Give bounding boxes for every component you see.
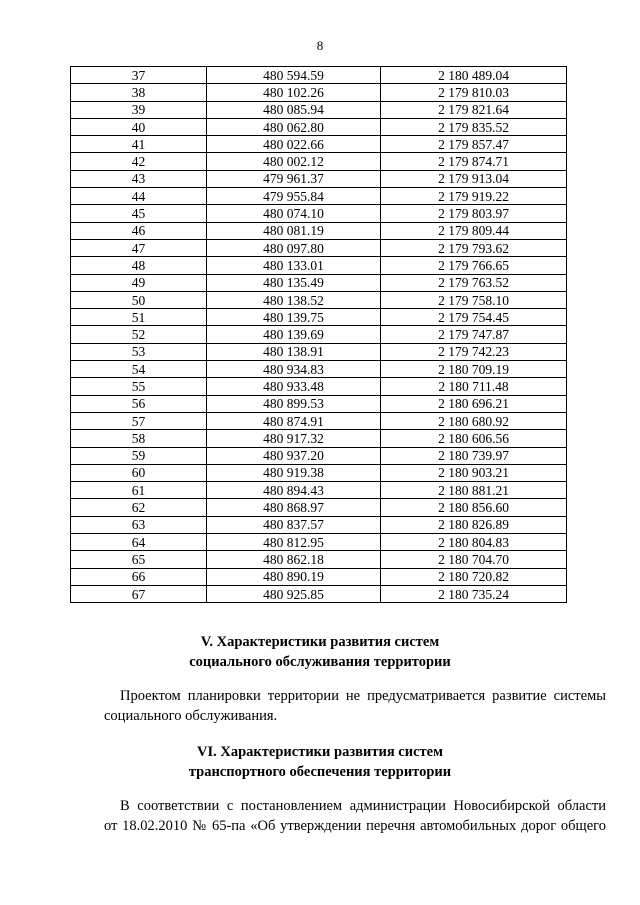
x-coordinate-cell: 479 961.37 <box>207 170 381 187</box>
point-number-cell: 60 <box>71 464 207 481</box>
table-row <box>71 568 567 585</box>
section-5-heading <box>0 632 640 672</box>
section-6-heading <box>0 742 640 782</box>
x-coordinate-cell: 480 138.91 <box>207 343 381 360</box>
table-row <box>71 430 567 447</box>
section-5-paragraph-line-1: Проектом планировки территории не предусматривается развитие системы <box>120 688 606 704</box>
x-coordinate-cell: 480 919.38 <box>207 464 381 481</box>
y-coordinate-cell: 2 179 913.04 <box>381 170 567 187</box>
point-number-cell: 47 <box>71 239 207 256</box>
table-row <box>71 257 567 274</box>
point-number-cell: 37 <box>71 67 207 84</box>
point-number-cell: 63 <box>71 516 207 533</box>
y-coordinate-cell: 2 180 606.56 <box>381 430 567 447</box>
table-row <box>71 464 567 481</box>
x-coordinate-cell: 480 085.94 <box>207 101 381 118</box>
y-coordinate-cell: 2 179 821.64 <box>381 101 567 118</box>
section-6-paragraph-line-2: от 18.02.2010 № 65-па «Об утверждении перечня автомобильных дорог общего <box>104 818 606 834</box>
table-row <box>71 274 567 291</box>
table-row <box>71 516 567 533</box>
y-coordinate-cell: 2 179 919.22 <box>381 188 567 205</box>
table-row <box>71 84 567 101</box>
y-coordinate-cell: 2 180 720.82 <box>381 568 567 585</box>
point-number-cell: 55 <box>71 378 207 395</box>
table-row <box>71 67 567 84</box>
x-coordinate-cell: 480 934.83 <box>207 361 381 378</box>
x-coordinate-cell: 480 862.18 <box>207 551 381 568</box>
coordinates-table <box>70 66 567 603</box>
y-coordinate-cell: 2 180 735.24 <box>381 585 567 602</box>
y-coordinate-cell: 2 180 804.83 <box>381 534 567 551</box>
y-coordinate-cell: 2 180 711.48 <box>381 378 567 395</box>
y-coordinate-cell: 2 179 874.71 <box>381 153 567 170</box>
y-coordinate-cell: 2 180 709.19 <box>381 361 567 378</box>
point-number-cell: 40 <box>71 118 207 135</box>
section-6-paragraph <box>104 796 606 836</box>
y-coordinate-cell: 2 180 739.97 <box>381 447 567 464</box>
table-row <box>71 585 567 602</box>
page-number: 8 <box>316 38 324 53</box>
point-number-cell: 45 <box>71 205 207 222</box>
y-coordinate-cell: 2 179 747.87 <box>381 326 567 343</box>
x-coordinate-cell: 480 022.66 <box>207 136 381 153</box>
x-coordinate-cell: 480 139.75 <box>207 309 381 326</box>
x-coordinate-cell: 480 890.19 <box>207 568 381 585</box>
point-number-cell: 48 <box>71 257 207 274</box>
point-number-cell: 62 <box>71 499 207 516</box>
table-row <box>71 239 567 256</box>
table-row <box>71 412 567 429</box>
x-coordinate-cell: 480 097.80 <box>207 239 381 256</box>
x-coordinate-cell: 480 917.32 <box>207 430 381 447</box>
section-6-heading-line-2: транспортного обеспечения территории <box>188 764 452 780</box>
coordinates-table-body <box>71 67 567 603</box>
point-number-cell: 59 <box>71 447 207 464</box>
table-row <box>71 326 567 343</box>
x-coordinate-cell: 480 062.80 <box>207 118 381 135</box>
x-coordinate-cell: 480 868.97 <box>207 499 381 516</box>
y-coordinate-cell: 2 180 680.92 <box>381 412 567 429</box>
x-coordinate-cell: 480 812.95 <box>207 534 381 551</box>
x-coordinate-cell: 479 955.84 <box>207 188 381 205</box>
table-row <box>71 395 567 412</box>
y-coordinate-cell: 2 180 489.04 <box>381 67 567 84</box>
y-coordinate-cell: 2 180 826.89 <box>381 516 567 533</box>
point-number-cell: 49 <box>71 274 207 291</box>
x-coordinate-cell: 480 894.43 <box>207 482 381 499</box>
x-coordinate-cell: 480 925.85 <box>207 585 381 602</box>
section-5-paragraph-line-2: социального обслуживания. <box>104 708 278 724</box>
y-coordinate-cell: 2 179 763.52 <box>381 274 567 291</box>
point-number-cell: 57 <box>71 412 207 429</box>
table-row <box>71 101 567 118</box>
section-6-heading-line-1: VI. Характеристики развития систем <box>197 744 443 760</box>
y-coordinate-cell: 2 179 809.44 <box>381 222 567 239</box>
table-row <box>71 118 567 135</box>
table-row <box>71 499 567 516</box>
y-coordinate-cell: 2 180 903.21 <box>381 464 567 481</box>
y-coordinate-cell: 2 179 857.47 <box>381 136 567 153</box>
y-coordinate-cell: 2 179 810.03 <box>381 84 567 101</box>
table-row <box>71 361 567 378</box>
x-coordinate-cell: 480 133.01 <box>207 257 381 274</box>
y-coordinate-cell: 2 179 803.97 <box>381 205 567 222</box>
point-number-cell: 56 <box>71 395 207 412</box>
table-row <box>71 378 567 395</box>
table-row <box>71 482 567 499</box>
section-5-heading-line-1: V. Характеристики развития систем <box>200 634 440 650</box>
x-coordinate-cell: 480 002.12 <box>207 153 381 170</box>
point-number-cell: 50 <box>71 291 207 308</box>
section-5-heading-line-2: социального обслуживания территории <box>189 654 451 670</box>
x-coordinate-cell: 480 937.20 <box>207 447 381 464</box>
section-5-paragraph <box>104 686 606 726</box>
table-row <box>71 170 567 187</box>
point-number-cell: 61 <box>71 482 207 499</box>
y-coordinate-cell: 2 179 835.52 <box>381 118 567 135</box>
section-6-paragraph-line-1: В соответствии с постановлением администрации Новосибирской области <box>120 798 606 814</box>
y-coordinate-cell: 2 179 758.10 <box>381 291 567 308</box>
point-number-cell: 46 <box>71 222 207 239</box>
x-coordinate-cell: 480 138.52 <box>207 291 381 308</box>
y-coordinate-cell: 2 180 696.21 <box>381 395 567 412</box>
y-coordinate-cell: 2 180 856.60 <box>381 499 567 516</box>
table-row <box>71 222 567 239</box>
point-number-cell: 66 <box>71 568 207 585</box>
x-coordinate-cell: 480 102.26 <box>207 84 381 101</box>
table-row <box>71 551 567 568</box>
point-number-cell: 42 <box>71 153 207 170</box>
table-row <box>71 291 567 308</box>
table-row <box>71 534 567 551</box>
point-number-cell: 44 <box>71 188 207 205</box>
y-coordinate-cell: 2 180 704.70 <box>381 551 567 568</box>
table-row <box>71 188 567 205</box>
table-row <box>71 153 567 170</box>
point-number-cell: 53 <box>71 343 207 360</box>
point-number-cell: 51 <box>71 309 207 326</box>
y-coordinate-cell: 2 179 742.23 <box>381 343 567 360</box>
table-row <box>71 205 567 222</box>
table-row <box>71 309 567 326</box>
x-coordinate-cell: 480 837.57 <box>207 516 381 533</box>
y-coordinate-cell: 2 180 881.21 <box>381 482 567 499</box>
point-number-cell: 64 <box>71 534 207 551</box>
x-coordinate-cell: 480 933.48 <box>207 378 381 395</box>
point-number-cell: 54 <box>71 361 207 378</box>
x-coordinate-cell: 480 081.19 <box>207 222 381 239</box>
x-coordinate-cell: 480 074.10 <box>207 205 381 222</box>
table-row <box>71 343 567 360</box>
y-coordinate-cell: 2 179 793.62 <box>381 239 567 256</box>
point-number-cell: 41 <box>71 136 207 153</box>
table-row <box>71 136 567 153</box>
point-number-cell: 52 <box>71 326 207 343</box>
y-coordinate-cell: 2 179 766.65 <box>381 257 567 274</box>
point-number-cell: 67 <box>71 585 207 602</box>
point-number-cell: 39 <box>71 101 207 118</box>
point-number-cell: 43 <box>71 170 207 187</box>
point-number-cell: 58 <box>71 430 207 447</box>
x-coordinate-cell: 480 899.53 <box>207 395 381 412</box>
table-row <box>71 447 567 464</box>
point-number-cell: 38 <box>71 84 207 101</box>
y-coordinate-cell: 2 179 754.45 <box>381 309 567 326</box>
x-coordinate-cell: 480 139.69 <box>207 326 381 343</box>
point-number-cell: 65 <box>71 551 207 568</box>
x-coordinate-cell: 480 874.91 <box>207 412 381 429</box>
x-coordinate-cell: 480 594.59 <box>207 67 381 84</box>
x-coordinate-cell: 480 135.49 <box>207 274 381 291</box>
